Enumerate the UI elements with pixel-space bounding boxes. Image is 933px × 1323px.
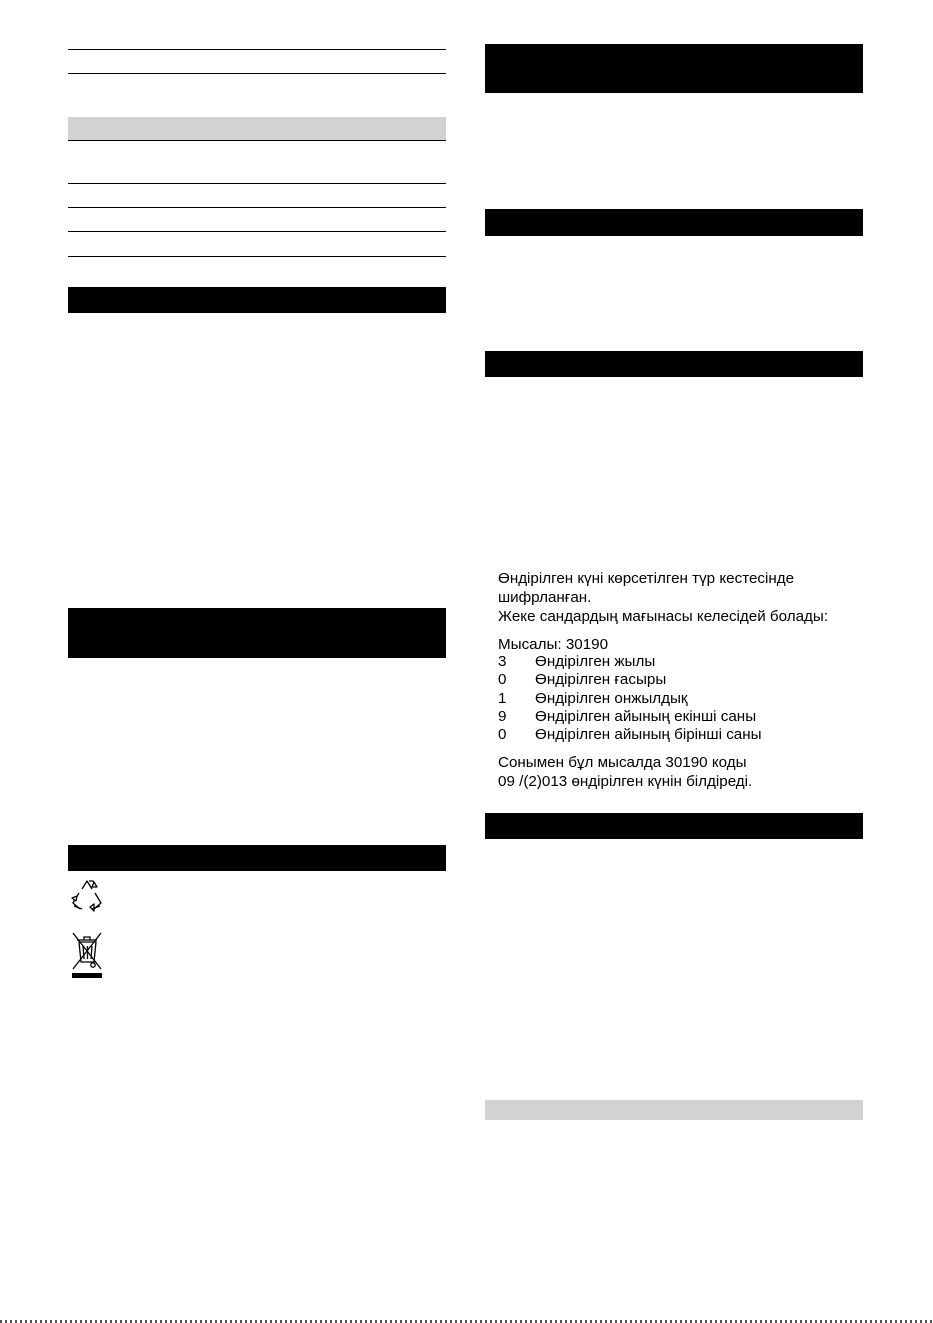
table-shaded-row bbox=[68, 117, 446, 140]
date-code-intro-line-2: шифрланған. bbox=[498, 589, 592, 606]
table-rule-7 bbox=[68, 256, 446, 257]
section-header-bar-right-3 bbox=[485, 351, 863, 377]
digit-label: Өндірілген онжылдық bbox=[535, 690, 688, 707]
section-header-bar-right-5 bbox=[485, 1100, 863, 1120]
table-rule-1 bbox=[68, 49, 446, 50]
date-code-meaning-line: Жеке сандардың мағынасы келесідей болады: bbox=[498, 608, 829, 625]
date-code-conclusion-line-2: 09 /(2)013 өндірілген күнін білдіреді. bbox=[498, 773, 753, 790]
section-header-bar-left-2 bbox=[68, 608, 446, 658]
date-code-intro-line-1: Өндірілген күні көрсетілген түр кестесінде bbox=[498, 570, 795, 587]
table-rule-5 bbox=[68, 207, 446, 208]
digit-value: 3 bbox=[498, 653, 507, 670]
crossed-out-bin-icon bbox=[69, 929, 105, 979]
digit-value: 0 bbox=[498, 671, 507, 688]
digit-label: Өндірілген жылы bbox=[535, 653, 656, 670]
recycle-icon bbox=[68, 877, 106, 913]
section-header-bar-left-1 bbox=[68, 287, 446, 313]
date-code-example-label: Мысалы: 30190 bbox=[498, 636, 609, 653]
table-rule-3 bbox=[68, 140, 446, 141]
digit-value: 0 bbox=[498, 726, 507, 743]
digit-value: 1 bbox=[498, 690, 507, 707]
table-rule-4 bbox=[68, 183, 446, 184]
digit-label: Өндірілген айының бірінші саны bbox=[535, 726, 762, 743]
digit-value: 9 bbox=[498, 708, 507, 725]
table-rule-2 bbox=[68, 73, 446, 74]
table-rule-6 bbox=[68, 231, 446, 232]
section-header-bar-right-1 bbox=[485, 44, 863, 93]
section-header-bar-right-2 bbox=[485, 209, 863, 236]
date-code-conclusion-line-1: Сонымен бұл мысалда 30190 коды bbox=[498, 754, 747, 771]
digit-label: Өндірілген ғасыры bbox=[535, 671, 667, 688]
section-header-bar-left-3 bbox=[68, 845, 446, 871]
section-header-bar-right-4 bbox=[485, 813, 863, 839]
digit-label: Өндірілген айының екінші саны bbox=[535, 708, 757, 725]
